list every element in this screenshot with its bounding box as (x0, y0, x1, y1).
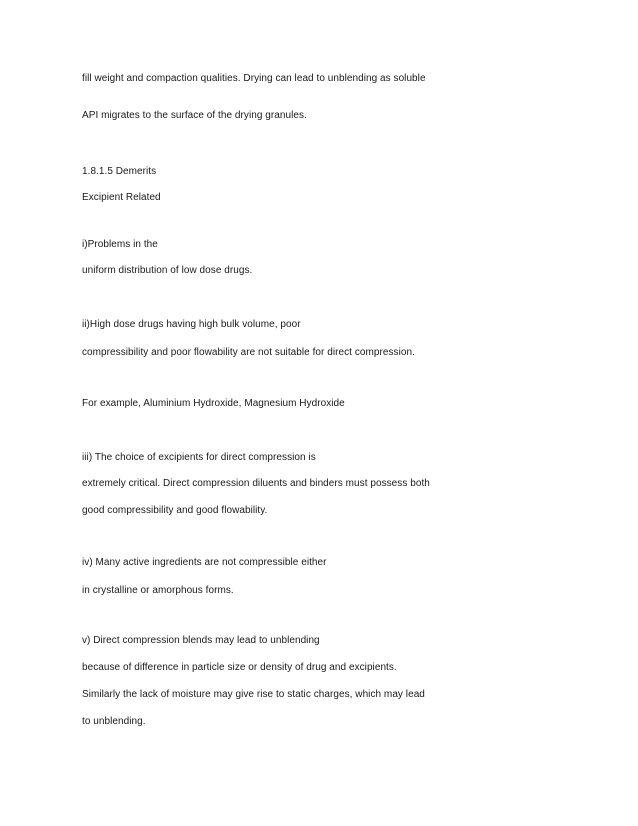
text-line: extremely critical. Direct compression diluents and binders must possess both (82, 478, 430, 489)
text-line: i)Problems in the (82, 239, 158, 250)
text-line: Similarly the lack of moisture may give rise to static charges, which may lead (82, 689, 425, 700)
text-line: ii)High dose drugs having high bulk volume, poor (82, 319, 301, 330)
text-line: compressibility and poor flowability are not suitable for direct compression. (82, 347, 415, 358)
text-line: iii) The choice of excipients for direct compression is (82, 452, 316, 463)
text-line: API migrates to the surface of the drying granules. (82, 110, 307, 121)
section-heading: 1.8.1.5 Demerits (82, 166, 157, 177)
text-line: good compressibility and good flowability. (82, 505, 268, 516)
text-line: uniform distribution of low dose drugs. (82, 265, 253, 276)
text-line: iv) Many active ingredients are not compressible either (82, 557, 327, 568)
subsection-heading: Excipient Related (82, 192, 161, 203)
text-line: For example, Aluminium Hydroxide, Magnesium Hydroxide (82, 398, 345, 409)
text-line: v) Direct compression blends may lead to unblending (82, 635, 320, 646)
text-line: in crystalline or amorphous forms. (82, 585, 234, 596)
text-line: fill weight and compaction qualities. Drying can lead to unblending as soluble (82, 73, 426, 84)
text-line: to unblending. (82, 716, 146, 727)
text-line: because of difference in particle size or density of drug and excipients. (82, 662, 397, 673)
